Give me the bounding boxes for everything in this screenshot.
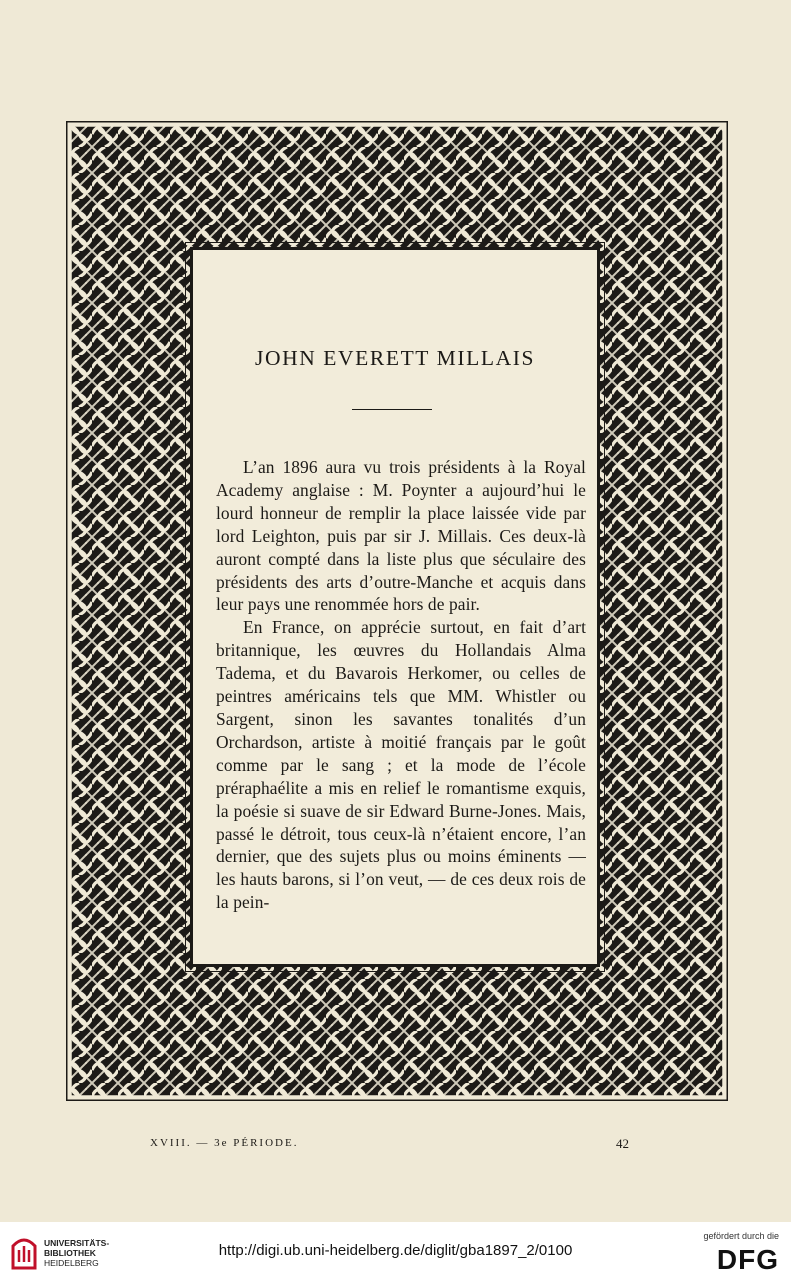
library-name: UNIVERSITÄTS- BIBLIOTHEK HEIDELBERG xyxy=(44,1238,110,1268)
article-title: JOHN EVERETT MILLAIS xyxy=(254,346,536,370)
permalink[interactable]: http://digi.ub.uni-heidelberg.de/diglit/gba1897_2/0100 xyxy=(218,1242,573,1259)
paragraph-1: L’an 1896 aura vu trois présidents à la Royal Academy anglaise : M. Poynter a aujourd’hui le lourd honneur de remplir la place laissée vide par lord Leighton, puis par sir J. Millais. Ces deux-là auront compté dans la liste plus que séculaire des présidents des arts d’outre-Manche et acquis dans leur pays une renommée hors de pair. xyxy=(216,457,586,615)
article-body xyxy=(216,456,586,914)
paragraph-2: En France, on apprécie surtout, en fait d’art britannique, les œuvres du Hollandais Alma Tadema, et du Bavarois Herkomer, ou celles de peintres américains tels que MM. Whistler ou Sargent, sinon les savantes tonalités d’un Orchardson, artiste à moitié français par le goût comme par le sang ; et la mode de l’école préraphaélite a mis en relief le romantisme exquis, la poésie si suave de sir Edward Burne-Jones. Mais, passé le détroit, tous ceux-là n’étaient encore, l’an dernier, que des sujets plus ou moins éminents — les hauts barons, si l’on veut, — de ces deux rois de la pein- xyxy=(216,617,586,913)
title-divider xyxy=(352,409,432,410)
signature-mark: XVIII. — 3e PÉRIODE. xyxy=(150,1137,299,1149)
dfg-logo: DFG xyxy=(716,1244,779,1275)
funding-note: gefördert durch die xyxy=(703,1231,779,1241)
page-number: 42 xyxy=(616,1136,629,1151)
